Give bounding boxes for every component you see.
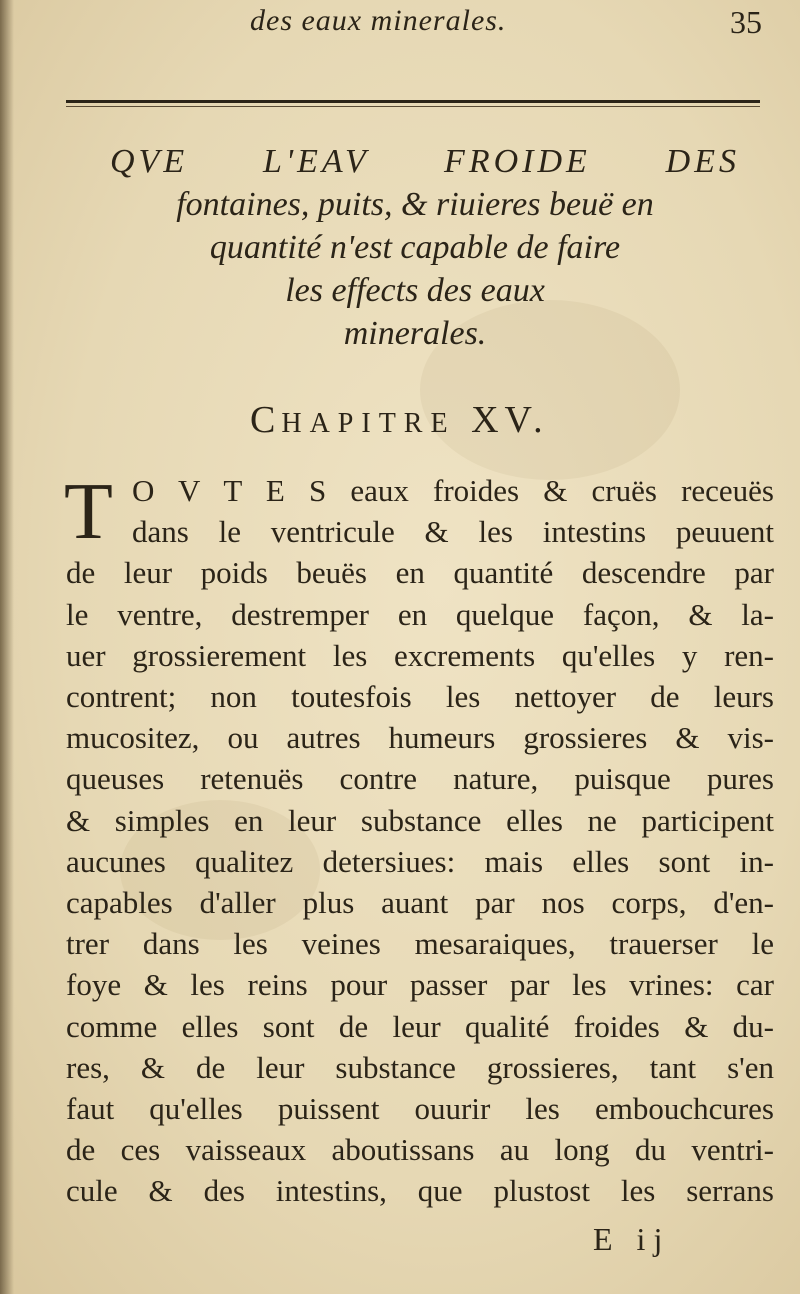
heading-line: minerales. — [343, 315, 487, 352]
text-line: aucunes qualitez detersiues: mais elles sont in- — [66, 843, 774, 879]
body-text — [66, 470, 774, 1212]
text-line: uer grossierement les excrements qu'elles y ren- — [66, 637, 774, 673]
text-line: mucositez, ou autres humeurs grossieres & vis- — [66, 720, 774, 756]
text-line: faut qu'elles puissent ouurir les embouchcures — [66, 1091, 774, 1127]
heading-line: les effects des eaux — [285, 272, 545, 309]
text-line: foye & les reins pour passer par les vrines: car — [66, 967, 774, 1003]
text-line: capables d'aller plus auant par nos corps, d'en- — [66, 885, 774, 921]
text-line: comme elles sont de leur qualité froides & du- — [66, 1008, 774, 1044]
page-number: 35 — [730, 4, 762, 40]
chapter-number: XV. — [471, 399, 549, 441]
text-line: res, & de leur substance grossieres, tant s'en — [66, 1049, 774, 1085]
heading-line: QVE L'EAV FROIDE DES — [110, 143, 740, 180]
chapter-title — [250, 398, 549, 442]
chapter-initial: C — [250, 399, 282, 441]
drop-cap: T — [64, 468, 113, 556]
text-line: O V T E S eaux froides & cruës receuës — [132, 473, 774, 508]
text-line: contrent; non toutesfois les nettoyer de leurs — [66, 679, 774, 715]
text-line: dans le ventricule & les intestins peuuent — [132, 514, 774, 550]
section-heading — [70, 140, 760, 355]
signature-mark: E ij — [593, 1221, 671, 1257]
text-line: & simples en leur substance elles ne participent — [66, 802, 774, 838]
text-line: queuses retenuës contre nature, puisque pures — [66, 761, 774, 797]
running-head: des eaux minerales. — [250, 4, 507, 37]
header-rule-thin — [66, 106, 760, 107]
text-line: le ventre, destremper en quelque façon, & la- — [66, 596, 774, 632]
chapter-word: HAPITRE — [281, 408, 456, 439]
text-line: de ces vaisseaux aboutissans au long du ventri- — [66, 1132, 774, 1168]
text-line: de leur poids beuës en quantité descendre par — [66, 555, 774, 591]
text-line: trer dans les veines mesaraiques, trauerser le — [66, 926, 774, 962]
heading-line: fontaines, puits, & riuieres beuë en — [176, 186, 654, 223]
header-rule — [66, 100, 760, 103]
heading-line: quantité n'est capable de faire — [209, 229, 621, 266]
text-line: cule & des intestins, que plustost les serrans — [66, 1173, 774, 1209]
gutter-shadow — [0, 0, 14, 1294]
